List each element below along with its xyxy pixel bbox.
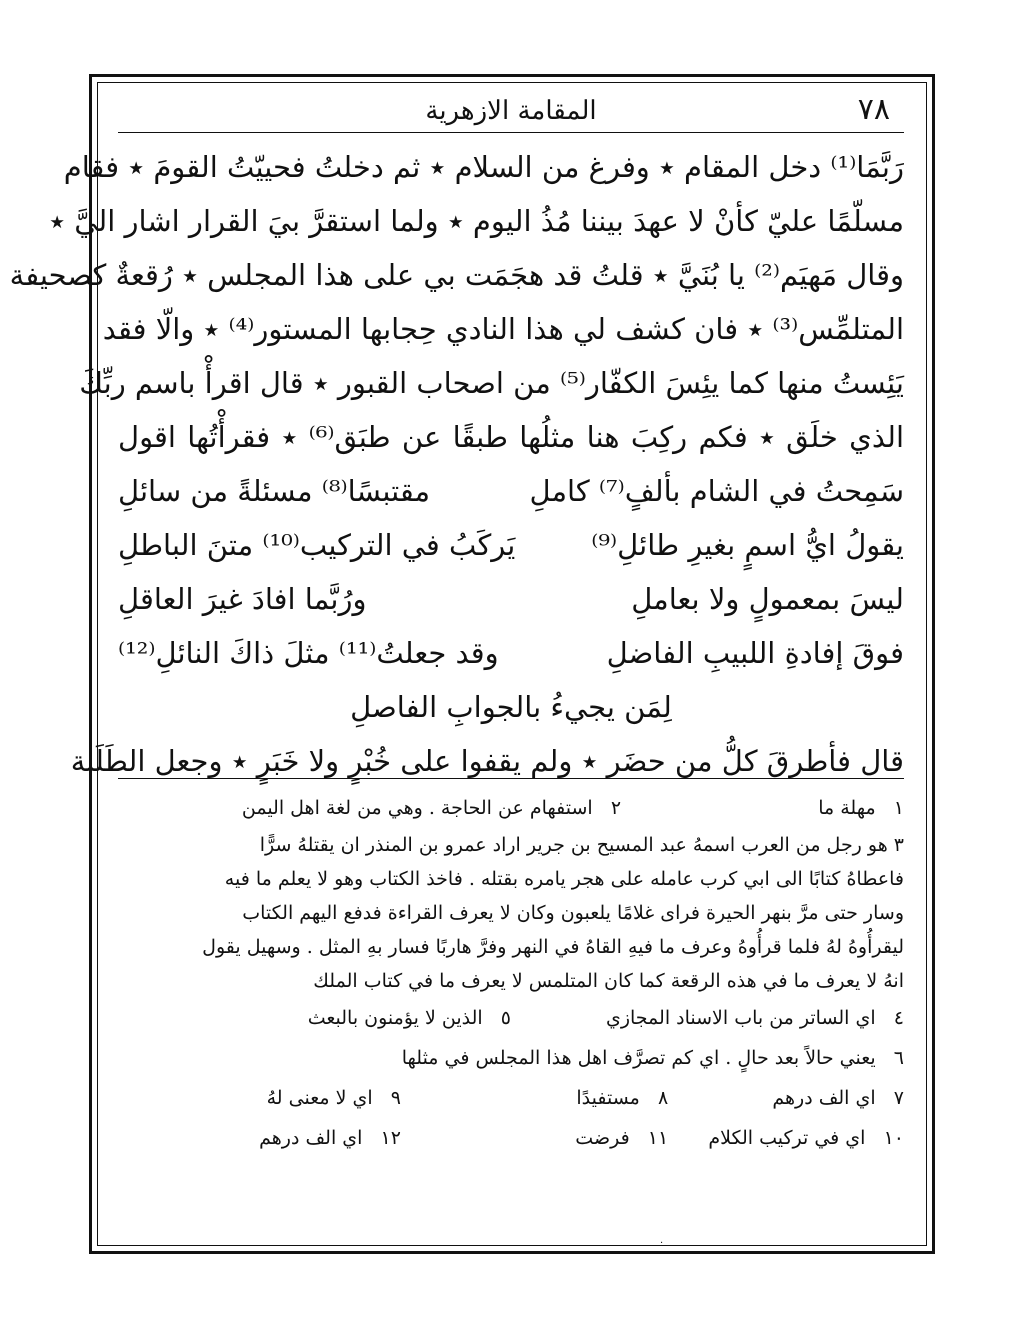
footnote-text: اي الف درهم (259, 1127, 363, 1149)
text-line: رَبَّمَا⁽¹⁾ دخل المقام ٭ وفرغ من السلام ٭ ثم دخلتُ فحييّتُ القومَ ٭ فقام (63, 150, 904, 184)
footnote (118, 1078, 401, 1118)
footnote (511, 998, 904, 1038)
footnote-number: ١ (893, 797, 904, 819)
footnote-number: ٨ (657, 1087, 669, 1109)
verse-hemistich-right: فوقَ إفادةِ اللبيبِ الفاضلِ (606, 636, 904, 670)
footnote-line: ٣ هو رجل من العرب اسمهُ عبد المسيح بن جرير اراد عمرو بن المنذر ان يقتلهُ سرًّا (259, 834, 904, 856)
book-page (9, 88, 904, 1238)
footnote-3 (118, 828, 904, 998)
verse-hemistich-left: ورُبَّما افادَ غيرَ العاقلِ (118, 582, 367, 616)
footnote-row (118, 1078, 904, 1118)
footnote-row (118, 1118, 904, 1158)
footnote-text: يعني حالاً بعد حالٍ . اي كم تصرَّف اهل هذا المجلس في مثلها (401, 1047, 876, 1069)
footnote-number: ٢ (610, 797, 622, 819)
text-line: الذي خلَق ٭ فكم ركِبَ هنا مثلُها طبقًا عن طبَق⁽⁶⁾ ٭ فقرأْتُها اقول (118, 420, 904, 454)
footnote (668, 1078, 904, 1118)
verse-line (118, 626, 904, 680)
verse-hemistich-left: وقد جعلتُ⁽¹¹⁾ مثلَ ذاكَ النائلِ⁽¹²⁾ (118, 636, 499, 670)
verse-hemistich-right: ليسَ بمعمولٍ ولا بعاملِ (631, 582, 904, 616)
footnote-row (118, 788, 904, 828)
page-number: ٧٨ (857, 92, 890, 127)
footnote-number: ١١ (647, 1127, 669, 1149)
text-line: مسلّمًا عليّ كأنْ لا عهدَ بيننا مُذُ اليوم ٭ ولما استقرَّ بيَ القرار اشار اليَّ ٭ (49, 204, 904, 238)
footnote-number: ٥ (500, 1007, 511, 1029)
footnote (118, 788, 621, 828)
verse-line (118, 518, 904, 572)
page-header (118, 92, 904, 132)
footnote-line: انهُ لا يعرف ما في هذه الرقعة كما كان المتلمس لا يعرف ما في كتاب الملك (313, 970, 904, 992)
footnote (118, 998, 511, 1038)
footnote-number: ٤ (893, 1007, 904, 1029)
footnote-number: ٦ (893, 1047, 904, 1069)
footnote-text: اي في تركيب الكلام (708, 1127, 866, 1149)
verse-center-line: لِمَن يجيءُ بالجوابِ الفاصلِ (350, 690, 672, 724)
footnote (621, 788, 904, 828)
main-text (9, 140, 904, 788)
running-title: المقامة الازهرية (425, 96, 597, 126)
text-line: قال فأطرقَ كلُّ من حضَر ٭ ولم يقفوا على خُبْرٍ ولا خَبَرٍ ٭ وجعل الطَلَبة (70, 744, 904, 778)
footnote-text: اي الساتر من باب الاسناد المجازي (605, 1007, 876, 1029)
footnote (401, 1118, 668, 1158)
footnote-line: ليقرأُوهُ لهُ فلما قرأُوهُ وعرف ما فيهِ القاهُ في النهر وفرَّ هاربًا فسار بهِ المثل . وسهيل يقول (202, 936, 904, 958)
footnote-text: مهلة ما (818, 797, 876, 819)
verse-line (118, 464, 904, 518)
footnote-text: اي الف درهم (772, 1087, 876, 1109)
text-line: وقال مَهيَم⁽²⁾ يا بُنَيَّ ٭ قلتُ قد هجَمَت بي على هذا المجلس ٭ رُقعةٌ كصحيفة (9, 258, 904, 292)
footnote (118, 1118, 401, 1158)
verse-hemistich-right: سَمِحتُ في الشام بألفٍ⁽⁷⁾ كاملِ (529, 474, 904, 508)
footnote-row (118, 998, 904, 1038)
footnote (118, 1038, 904, 1078)
footnote-text: فرضت (575, 1127, 630, 1149)
verse-hemistich-left: مقتبسًا⁽⁸⁾ مسئلةً من سائلِ (118, 474, 431, 508)
footnote-text: اي لا معنى لهُ (266, 1087, 373, 1109)
footnote-text: الذين لا يؤمنون بالبعث (307, 1007, 483, 1029)
text-line: يَئِستُ منها كما يئِسَ الكفّار⁽⁵⁾ من اصحاب القبور ٭ قال اقرأْ باسم ربِّكَ (79, 366, 904, 400)
footnote-row (118, 1038, 904, 1078)
footnote-number: ٩ (390, 1087, 401, 1109)
footnote-line: وسار حتى مرَّ بنهر الحيرة فراى غلامًا يلعبون وكان لا يعرف القراءة فدفع اليهم الكتاب (242, 902, 904, 924)
print-mark: · (660, 1238, 664, 1249)
header-rule (118, 132, 904, 133)
footnote-line: فاعطاهُ كتابًا الى ابي كرب عامله على هجر يامره بقتله . فاخذ الكتاب وهو لا يعلم ما فيه (224, 868, 904, 890)
footnote-text: استفهام عن الحاجة . وهي من لغة اهل اليمن (241, 797, 593, 819)
footnotes (118, 788, 904, 1158)
text-line: المتلمِّس⁽³⁾ ٭ فان كشف لي هذا النادي حِجابها المستور⁽⁴⁾ ٭ والّا فقد (102, 312, 904, 346)
footnote (668, 1118, 904, 1158)
footnotes-rule (118, 778, 904, 779)
verse-hemistich-left: يَركَبُ في التركيب⁽¹⁰⁾ متنَ الباطلِ (118, 528, 516, 562)
footnote-number: ٧ (893, 1087, 904, 1109)
footnote-text: مستفيدًا (576, 1087, 640, 1109)
footnote (401, 1078, 668, 1118)
footnote-number: ١٠ (883, 1127, 904, 1149)
footnote-number: ١٢ (380, 1127, 401, 1149)
verse-hemistich-right: يقولُ ايُّ اسمٍ بغيرِ طائلِ⁽⁹⁾ (591, 528, 904, 562)
verse-line (118, 572, 904, 626)
